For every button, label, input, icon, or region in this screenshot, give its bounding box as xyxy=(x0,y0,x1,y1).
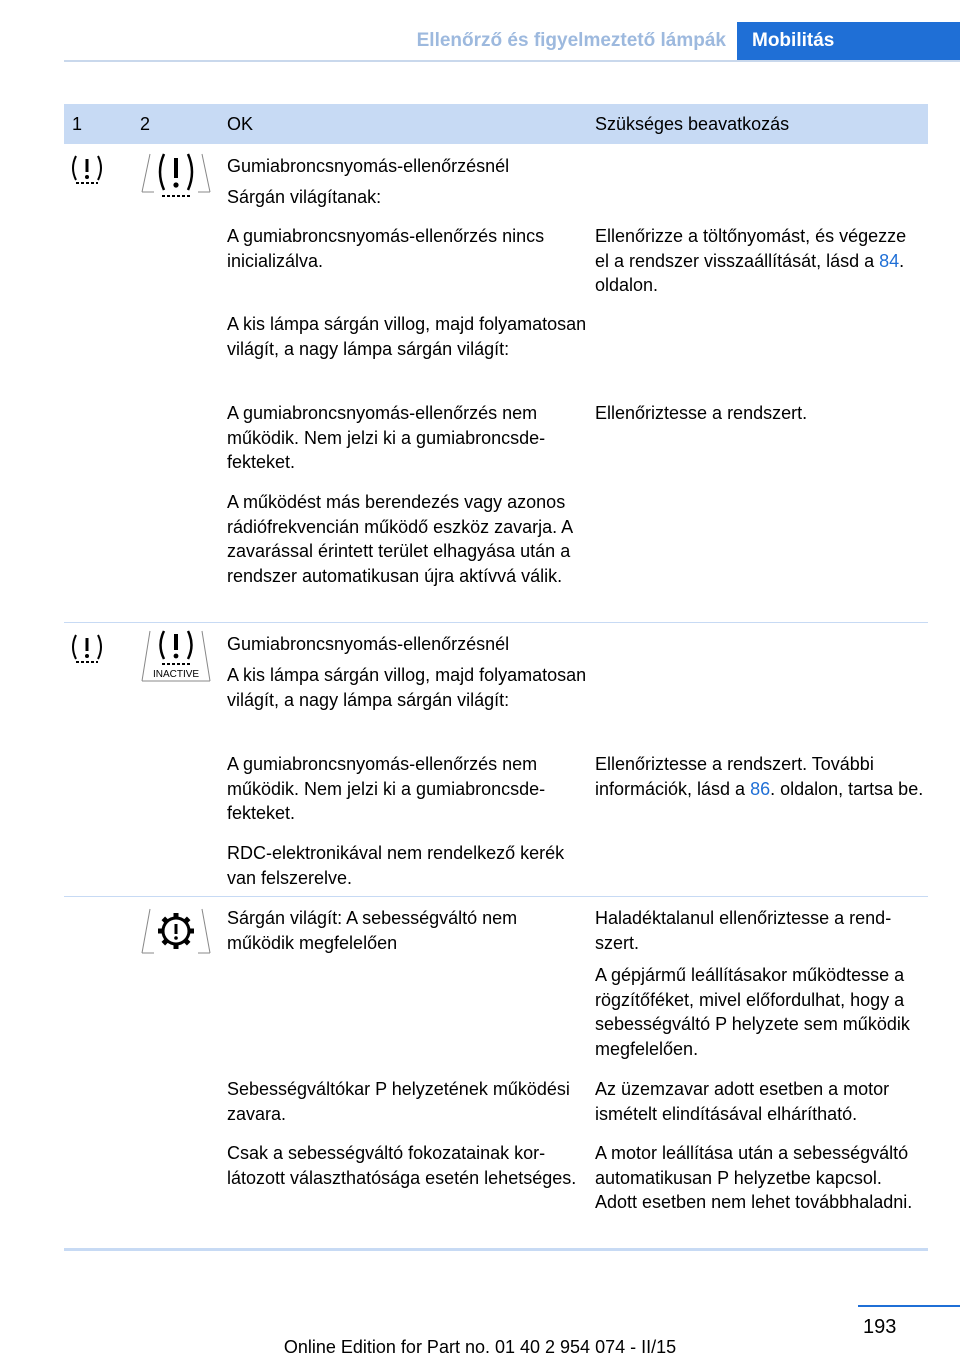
header-divider xyxy=(64,60,960,62)
tire-pressure-small-icon xyxy=(68,154,106,186)
table-row-tire-pressure xyxy=(64,144,928,622)
block2-row2-ok: RDC-elektronikával nem rendelkező kerék van felszerelve. xyxy=(227,843,565,888)
block1-row3-action: Ellenőriztesse a rendszert. xyxy=(595,403,808,423)
page-link-84[interactable]: 84 xyxy=(879,250,900,271)
footer-accent-line xyxy=(858,1305,960,1307)
column-header-action: Szükséges beavatkozás xyxy=(595,114,790,134)
block3-row1-action1: Haladéktalanul ellenőriztesse a rendszert. xyxy=(595,908,892,953)
page-link-86[interactable]: 86 xyxy=(750,778,771,799)
block1-heading: Gumiabroncsnyomás-ellenőrzésnél xyxy=(227,156,510,176)
table-bottom-rule xyxy=(64,1248,928,1251)
inactive-label: INACTIVE xyxy=(152,669,200,680)
block2-heading: Gumiabroncsnyomás-ellenőrzésnél xyxy=(227,634,510,654)
table-header xyxy=(64,104,928,144)
page-number: 193 xyxy=(863,1316,897,1338)
transmission-warning-icon xyxy=(140,905,212,957)
tire-pressure-large-icon xyxy=(140,148,212,204)
block3-row3-action: A motor leállítása után a sebességváltó automatikusan P helyzetbe kapcsol. Adott esetben nem lehet továbbhaladni. xyxy=(595,1143,913,1212)
block1-subheading: Sárgán világítanak: xyxy=(227,187,382,207)
block1-row4-ok: A működést más berendezés vagy azonos rádiófrekvencián működő eszköz zavarja. A zavarással érintett terület elhagyása után a rendszer automatikusan újra aktívvá válik. xyxy=(227,492,573,586)
block3-row2-action: Az üzemzavar adott esetben a motor ismételt elindításával elhárítható. xyxy=(595,1079,890,1124)
edition-footer: Online Edition for Part no. 01 40 2 954 074 - II/15 xyxy=(283,1337,677,1357)
column-header-ok: OK xyxy=(227,114,254,134)
table-row-tire-pressure-inactive xyxy=(64,623,928,896)
indicator-table xyxy=(64,104,928,144)
tire-pressure-small-icon xyxy=(68,633,106,665)
page-header xyxy=(0,0,960,62)
block2-row1-ok: A gumiabroncsnyomás-ellenőrzés nem működik. Nem jelzi ki a gumiabroncsdefekteket. xyxy=(227,754,546,823)
section-title: Ellenőrző és figyelmeztető lámpák xyxy=(416,30,726,51)
block1-row2-ok: A kis lámpa sárgán villog, majd folyamatosan világít, a nagy lámpa sárgán világít: xyxy=(227,314,587,359)
chapter-tab: Mobilitás xyxy=(737,22,960,62)
block3-row2-ok: Sebességváltókar P helyzetének működési zavara. xyxy=(227,1079,570,1124)
table-row-transmission xyxy=(64,897,928,1247)
column-header-2: 2 xyxy=(140,114,151,134)
block3-row1-action2: A gépjármű leállításakor működtesse a rögzítőféket, mivel előfordulhat, hogy a sebességváltó P helyzete sem működik megfelelően. xyxy=(595,965,910,1059)
block3-row3-ok: Csak a sebességváltó fokozatainak korlátozott választhatósága esetén lehetséges. xyxy=(227,1143,577,1188)
block1-row3-ok: A gumiabroncsnyomás-ellenőrzés nem működik. Nem jelzi ki a gumiabroncsdefekteket. xyxy=(227,403,546,472)
block1-row1-ok: A gumiabroncsnyomás-ellenőrzés nincs inicializálva. xyxy=(227,226,545,271)
column-header-1: 1 xyxy=(72,114,83,134)
block1-row1-action: Ellenőrizze a töltőnyomást, és végezze el a rendszer visszaállítását, lásd a 84. oldalon. xyxy=(595,226,907,295)
block2-row1-action: Ellenőriztesse a rendszert. További információk, lásd a 86. oldalon, tartsa be. xyxy=(595,754,924,799)
block2-subheading: A kis lámpa sárgán villog, majd folyamatosan világít, a nagy lámpa sárgán világít: xyxy=(227,665,587,710)
block3-row1-ok: Sárgán világít: A sebességváltó nem működik megfelelően xyxy=(227,908,518,953)
tire-pressure-inactive-icon xyxy=(140,627,212,683)
